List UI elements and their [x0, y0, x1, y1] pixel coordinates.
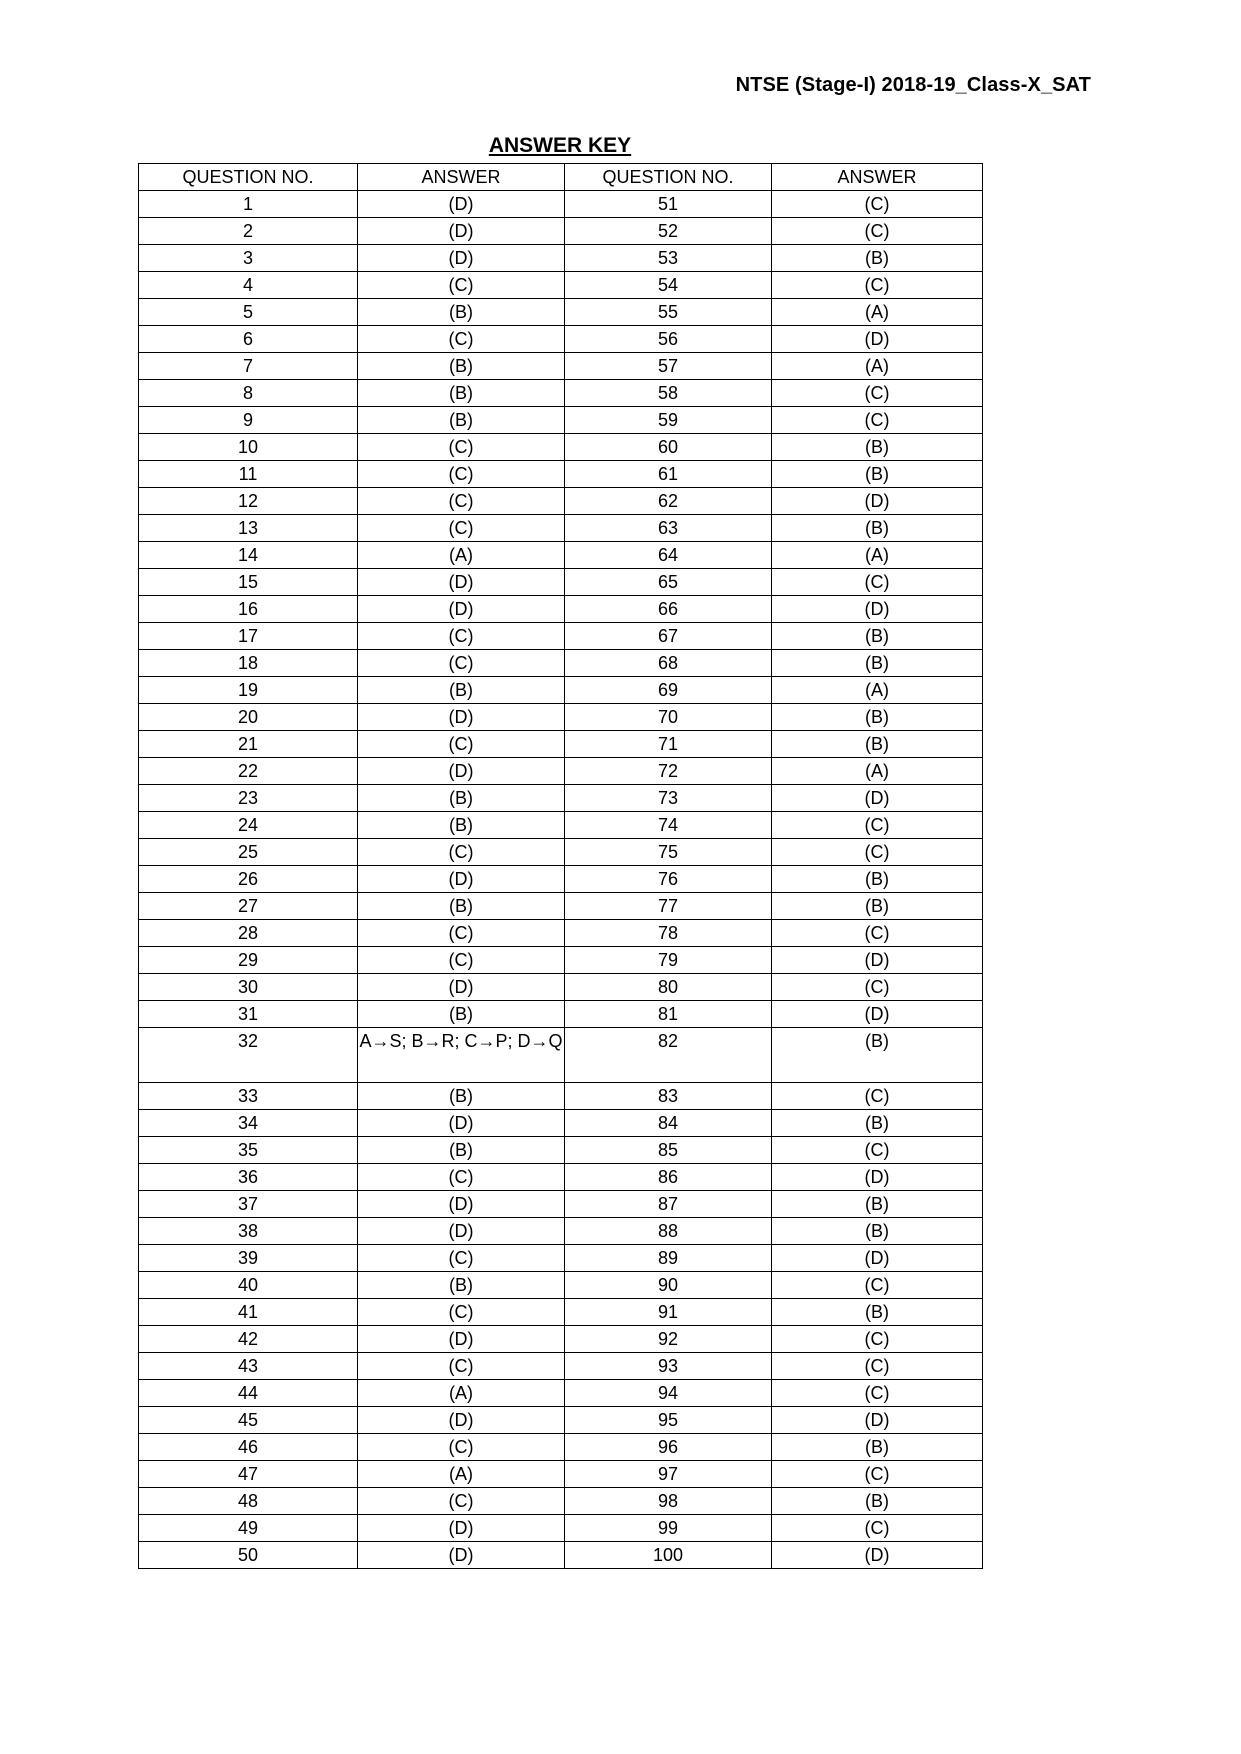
- table-row: [139, 839, 983, 866]
- answer-cell: (C): [358, 515, 565, 542]
- table-row: [139, 1110, 983, 1137]
- answer-cell: (B): [772, 1218, 983, 1245]
- table-row: [139, 1461, 983, 1488]
- answer-cell: (A): [772, 542, 983, 569]
- answer-cell: (B): [358, 893, 565, 920]
- table-row: [139, 866, 983, 893]
- question-number-cell: 72: [565, 758, 772, 785]
- table-row: [139, 1407, 983, 1434]
- answer-cell: (C): [772, 1083, 983, 1110]
- answer-cell: (D): [358, 1542, 565, 1569]
- question-number-cell: 65: [565, 569, 772, 596]
- table-row: [139, 1191, 983, 1218]
- table-row: [139, 434, 983, 461]
- table-row: [139, 1434, 983, 1461]
- answer-cell: (D): [358, 245, 565, 272]
- answer-cell: (C): [358, 1434, 565, 1461]
- answer-cell: (D): [358, 191, 565, 218]
- question-number-cell: 68: [565, 650, 772, 677]
- answer-cell: (B): [772, 1028, 983, 1083]
- question-number-cell: 39: [139, 1245, 358, 1272]
- question-number-cell: 45: [139, 1407, 358, 1434]
- answer-cell: (B): [772, 1191, 983, 1218]
- answer-cell: (C): [358, 461, 565, 488]
- answer-cell: (D): [772, 947, 983, 974]
- answer-cell: (D): [772, 1001, 983, 1028]
- table-row: [139, 245, 983, 272]
- question-number-cell: 63: [565, 515, 772, 542]
- answer-cell: (A): [772, 299, 983, 326]
- table-row: [139, 515, 983, 542]
- question-number-cell: 34: [139, 1110, 358, 1137]
- question-number-cell: 42: [139, 1326, 358, 1353]
- question-number-cell: 11: [139, 461, 358, 488]
- answer-cell: (D): [358, 1326, 565, 1353]
- table-row: [139, 1353, 983, 1380]
- answer-cell: (A): [772, 677, 983, 704]
- question-number-cell: 25: [139, 839, 358, 866]
- table-row: [139, 218, 983, 245]
- question-number-cell: 22: [139, 758, 358, 785]
- question-number-cell: 18: [139, 650, 358, 677]
- answer-cell: (B): [772, 893, 983, 920]
- table-header: [139, 164, 983, 191]
- answer-cell: (C): [358, 1299, 565, 1326]
- question-number-cell: 46: [139, 1434, 358, 1461]
- answer-cell: (B): [772, 731, 983, 758]
- answer-cell: (D): [358, 1110, 565, 1137]
- question-number-cell: 75: [565, 839, 772, 866]
- question-number-cell: 59: [565, 407, 772, 434]
- question-number-cell: 30: [139, 974, 358, 1001]
- answer-cell: (D): [358, 1191, 565, 1218]
- answer-cell: (C): [772, 1380, 983, 1407]
- question-number-cell: 47: [139, 1461, 358, 1488]
- answer-cell: (D): [358, 569, 565, 596]
- answer-cell: A→S; B→R; C→P; D→Q: [358, 1028, 565, 1083]
- answer-cell: (D): [772, 488, 983, 515]
- answer-cell: (D): [772, 596, 983, 623]
- answer-cell: (A): [358, 1461, 565, 1488]
- question-number-cell: 36: [139, 1164, 358, 1191]
- question-number-cell: 58: [565, 380, 772, 407]
- answer-cell: (D): [358, 704, 565, 731]
- answer-cell: (C): [358, 920, 565, 947]
- table-row: [139, 650, 983, 677]
- answer-cell: (B): [358, 380, 565, 407]
- table-row: [139, 623, 983, 650]
- answer-cell: (D): [772, 1407, 983, 1434]
- question-number-cell: 96: [565, 1434, 772, 1461]
- answer-cell: (B): [358, 785, 565, 812]
- answer-cell: (B): [358, 1083, 565, 1110]
- answer-cell: (D): [358, 758, 565, 785]
- answer-cell: (B): [358, 1272, 565, 1299]
- answer-cell: (C): [358, 839, 565, 866]
- answer-cell: (B): [772, 650, 983, 677]
- table-row: [139, 974, 983, 1001]
- question-number-cell: 10: [139, 434, 358, 461]
- question-number-cell: 69: [565, 677, 772, 704]
- answer-cell: (C): [358, 650, 565, 677]
- question-number-cell: 61: [565, 461, 772, 488]
- table-row: [139, 569, 983, 596]
- question-number-cell: 12: [139, 488, 358, 515]
- question-number-cell: 89: [565, 1245, 772, 1272]
- question-number-cell: 44: [139, 1380, 358, 1407]
- table-row: [139, 1218, 983, 1245]
- question-number-cell: 95: [565, 1407, 772, 1434]
- question-number-cell: 56: [565, 326, 772, 353]
- answer-cell: (A): [772, 353, 983, 380]
- answer-cell: (A): [358, 1380, 565, 1407]
- question-number-cell: 6: [139, 326, 358, 353]
- answer-cell: (B): [772, 515, 983, 542]
- answer-cell: (B): [358, 407, 565, 434]
- question-number-cell: 4: [139, 272, 358, 299]
- question-number-cell: 29: [139, 947, 358, 974]
- answer-cell: (C): [772, 920, 983, 947]
- question-number-cell: 48: [139, 1488, 358, 1515]
- question-number-cell: 14: [139, 542, 358, 569]
- answer-cell: (C): [772, 407, 983, 434]
- table-row: [139, 1028, 983, 1083]
- question-number-cell: 86: [565, 1164, 772, 1191]
- table-row: [139, 1083, 983, 1110]
- answer-cell: (C): [358, 488, 565, 515]
- question-number-cell: 99: [565, 1515, 772, 1542]
- table-row: [139, 299, 983, 326]
- question-number-cell: 51: [565, 191, 772, 218]
- answer-cell: (D): [772, 785, 983, 812]
- question-number-cell: 82: [565, 1028, 772, 1083]
- table-row: [139, 191, 983, 218]
- question-number-cell: 27: [139, 893, 358, 920]
- question-number-cell: 57: [565, 353, 772, 380]
- answer-cell: (D): [772, 1542, 983, 1569]
- answer-cell: (D): [358, 1407, 565, 1434]
- answer-cell: (C): [772, 218, 983, 245]
- question-number-cell: 79: [565, 947, 772, 974]
- question-number-cell: 93: [565, 1353, 772, 1380]
- question-number-cell: 37: [139, 1191, 358, 1218]
- answer-cell: (C): [358, 731, 565, 758]
- question-number-cell: 100: [565, 1542, 772, 1569]
- answer-cell: (B): [772, 1299, 983, 1326]
- table-row: [139, 758, 983, 785]
- question-number-cell: 41: [139, 1299, 358, 1326]
- answer-cell: (B): [772, 1434, 983, 1461]
- table-row: [139, 1137, 983, 1164]
- question-number-cell: 76: [565, 866, 772, 893]
- answer-cell: (B): [772, 623, 983, 650]
- answer-cell: (B): [358, 299, 565, 326]
- table-row: [139, 1488, 983, 1515]
- answer-cell: (C): [358, 1164, 565, 1191]
- answer-cell: (D): [358, 974, 565, 1001]
- question-number-cell: 19: [139, 677, 358, 704]
- answer-cell: (B): [358, 677, 565, 704]
- document-header: NTSE (Stage-I) 2018-19_Class-X_SAT: [735, 74, 1091, 96]
- question-number-cell: 77: [565, 893, 772, 920]
- answer-cell: (C): [772, 380, 983, 407]
- question-number-cell: 23: [139, 785, 358, 812]
- table-row: [139, 812, 983, 839]
- answer-cell: (D): [358, 866, 565, 893]
- table-row: [139, 1245, 983, 1272]
- question-number-cell: 55: [565, 299, 772, 326]
- table-row: [139, 596, 983, 623]
- question-number-cell: 70: [565, 704, 772, 731]
- question-number-cell: 7: [139, 353, 358, 380]
- answer-cell: (B): [772, 1110, 983, 1137]
- question-number-cell: 50: [139, 1542, 358, 1569]
- question-number-cell: 98: [565, 1488, 772, 1515]
- question-number-cell: 28: [139, 920, 358, 947]
- answer-cell: (B): [772, 434, 983, 461]
- table-row: [139, 1001, 983, 1028]
- question-number-cell: 49: [139, 1515, 358, 1542]
- table-row: [139, 704, 983, 731]
- answer-cell: (C): [772, 1137, 983, 1164]
- question-number-cell: 80: [565, 974, 772, 1001]
- question-number-cell: 20: [139, 704, 358, 731]
- answer-cell: (C): [772, 1326, 983, 1353]
- question-number-cell: 15: [139, 569, 358, 596]
- table-row: [139, 677, 983, 704]
- question-number-cell: 87: [565, 1191, 772, 1218]
- question-number-cell: 67: [565, 623, 772, 650]
- answer-cell: (C): [358, 623, 565, 650]
- table-row: [139, 893, 983, 920]
- answer-cell: (C): [772, 569, 983, 596]
- question-number-cell: 1: [139, 191, 358, 218]
- question-number-cell: 32: [139, 1028, 358, 1083]
- table-row: [139, 1299, 983, 1326]
- answer-cell: (C): [358, 1245, 565, 1272]
- answer-cell: (C): [358, 1488, 565, 1515]
- question-number-cell: 81: [565, 1001, 772, 1028]
- question-number-cell: 43: [139, 1353, 358, 1380]
- table-row: [139, 1272, 983, 1299]
- answer-cell: (B): [772, 866, 983, 893]
- answer-cell: (C): [358, 272, 565, 299]
- table-row: [139, 947, 983, 974]
- answer-cell: (D): [358, 1218, 565, 1245]
- question-number-cell: 85: [565, 1137, 772, 1164]
- column-header-question-no: QUESTION NO.: [565, 164, 772, 191]
- answer-cell: (D): [772, 326, 983, 353]
- answer-cell: (C): [358, 326, 565, 353]
- table-row: [139, 920, 983, 947]
- answer-cell: (B): [772, 1488, 983, 1515]
- answer-cell: (C): [772, 272, 983, 299]
- answer-cell: (D): [358, 1515, 565, 1542]
- question-number-cell: 21: [139, 731, 358, 758]
- answer-key-table: [138, 163, 983, 1569]
- answer-cell: (C): [772, 1353, 983, 1380]
- question-number-cell: 84: [565, 1110, 772, 1137]
- answer-cell: (D): [772, 1245, 983, 1272]
- answer-cell: (B): [358, 353, 565, 380]
- table-body: [139, 191, 983, 1569]
- page-title: [138, 134, 982, 158]
- table-row: [139, 1380, 983, 1407]
- question-number-cell: 71: [565, 731, 772, 758]
- question-number-cell: 74: [565, 812, 772, 839]
- answer-cell: (C): [772, 1272, 983, 1299]
- table-row: [139, 461, 983, 488]
- answer-cell: (B): [358, 812, 565, 839]
- table-row: [139, 380, 983, 407]
- answer-cell: (B): [358, 1001, 565, 1028]
- question-number-cell: 8: [139, 380, 358, 407]
- question-number-cell: 66: [565, 596, 772, 623]
- question-number-cell: 88: [565, 1218, 772, 1245]
- column-header-answer: ANSWER: [772, 164, 983, 191]
- question-number-cell: 3: [139, 245, 358, 272]
- table-row: [139, 1326, 983, 1353]
- answer-cell: (D): [358, 218, 565, 245]
- answer-cell: (C): [772, 1461, 983, 1488]
- table-row: [139, 326, 983, 353]
- answer-cell: (D): [772, 1164, 983, 1191]
- table-row: [139, 488, 983, 515]
- question-number-cell: 64: [565, 542, 772, 569]
- question-number-cell: 5: [139, 299, 358, 326]
- table-row: [139, 407, 983, 434]
- question-number-cell: 16: [139, 596, 358, 623]
- table-row: [139, 353, 983, 380]
- answer-cell: (C): [358, 1353, 565, 1380]
- answer-cell: (A): [358, 542, 565, 569]
- question-number-cell: 38: [139, 1218, 358, 1245]
- question-number-cell: 97: [565, 1461, 772, 1488]
- answer-cell: (C): [358, 947, 565, 974]
- question-number-cell: 60: [565, 434, 772, 461]
- answer-cell: (C): [358, 434, 565, 461]
- answer-cell: (C): [772, 974, 983, 1001]
- answer-cell: (C): [772, 839, 983, 866]
- answer-cell: (C): [772, 1515, 983, 1542]
- question-number-cell: 31: [139, 1001, 358, 1028]
- answer-cell: (A): [772, 758, 983, 785]
- column-header-answer: ANSWER: [358, 164, 565, 191]
- answer-cell: (D): [358, 596, 565, 623]
- table-row: [139, 785, 983, 812]
- question-number-cell: 13: [139, 515, 358, 542]
- question-number-cell: 17: [139, 623, 358, 650]
- question-number-cell: 53: [565, 245, 772, 272]
- question-number-cell: 92: [565, 1326, 772, 1353]
- header-row: [139, 164, 983, 191]
- question-number-cell: 26: [139, 866, 358, 893]
- answer-cell: (C): [772, 191, 983, 218]
- question-number-cell: 2: [139, 218, 358, 245]
- table-row: [139, 1515, 983, 1542]
- answer-cell: (B): [772, 461, 983, 488]
- table-row: [139, 1164, 983, 1191]
- answer-cell: (B): [772, 245, 983, 272]
- question-number-cell: 24: [139, 812, 358, 839]
- question-number-cell: 52: [565, 218, 772, 245]
- answer-cell: (B): [772, 704, 983, 731]
- question-number-cell: 90: [565, 1272, 772, 1299]
- question-number-cell: 9: [139, 407, 358, 434]
- question-number-cell: 94: [565, 1380, 772, 1407]
- question-number-cell: 54: [565, 272, 772, 299]
- table-row: [139, 542, 983, 569]
- column-header-question-no: QUESTION NO.: [139, 164, 358, 191]
- question-number-cell: 83: [565, 1083, 772, 1110]
- question-number-cell: 78: [565, 920, 772, 947]
- question-number-cell: 62: [565, 488, 772, 515]
- question-number-cell: 91: [565, 1299, 772, 1326]
- table-row: [139, 1542, 983, 1569]
- question-number-cell: 40: [139, 1272, 358, 1299]
- table-row: [139, 272, 983, 299]
- question-number-cell: 35: [139, 1137, 358, 1164]
- table-row: [139, 731, 983, 758]
- answer-key-title: ANSWER KEY: [488, 134, 632, 157]
- answer-cell: (C): [772, 812, 983, 839]
- question-number-cell: 33: [139, 1083, 358, 1110]
- question-number-cell: 73: [565, 785, 772, 812]
- answer-cell: (B): [358, 1137, 565, 1164]
